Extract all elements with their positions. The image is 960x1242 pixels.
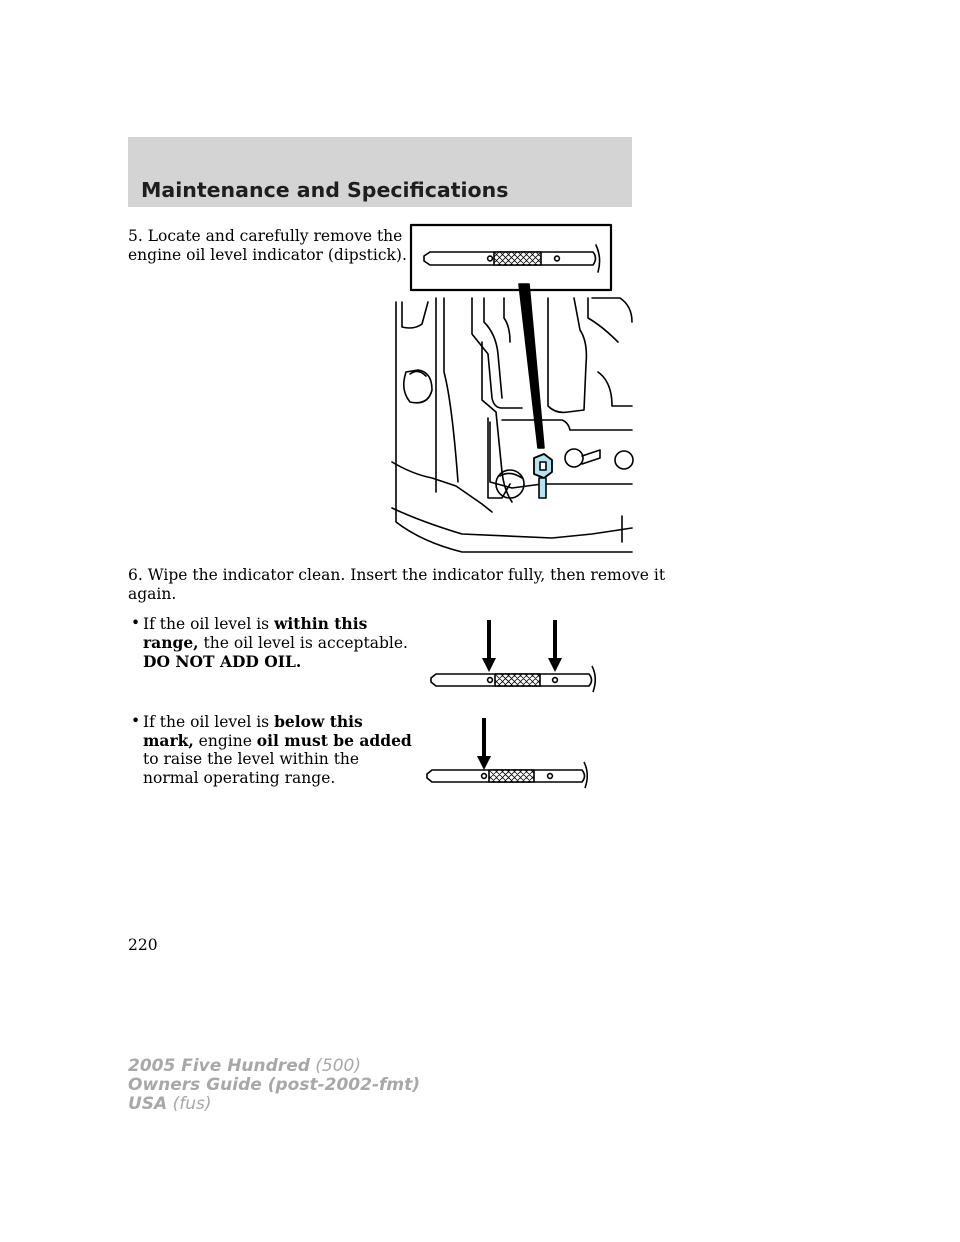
bullet-2-line-4: normal operating range. (143, 769, 336, 787)
bullet-1-line-3: DO NOT ADD OIL. (143, 652, 302, 671)
engine-dipstick-illustration (392, 222, 632, 562)
bullet-2-line-2: mark, engine oil must be added (143, 731, 412, 750)
bullet-2-line-3: to raise the level within the (143, 750, 360, 768)
bullet-marker: • (131, 712, 141, 730)
dipstick-below-mark-diagram (420, 712, 600, 792)
bullet-1-line-1: If the oil level is within this (143, 614, 368, 633)
step-6-line-2: again. (128, 585, 177, 603)
document-footer: 2005 Five Hundred (500) Owners Guide (post-2002-fmt) USA (fus) (128, 1056, 421, 1114)
bullet-marker: • (131, 614, 141, 632)
step-5-line-2: engine oil level indicator (dipstick). (128, 246, 407, 264)
section-title: Maintenance and Specifications (141, 178, 509, 202)
bullet-1-line-2: range, the oil level is acceptable. (143, 633, 408, 652)
bullet-2-line-1: If the oil level is below this (143, 712, 363, 731)
step-6-line-1: 6. Wipe the indicator clean. Insert the indicator fully, then remove it (128, 566, 666, 584)
page-number: 220 (128, 936, 158, 954)
step-5-line-1: 5. Locate and carefully remove the (128, 227, 403, 245)
dipstick-within-range-diagram (424, 612, 604, 692)
